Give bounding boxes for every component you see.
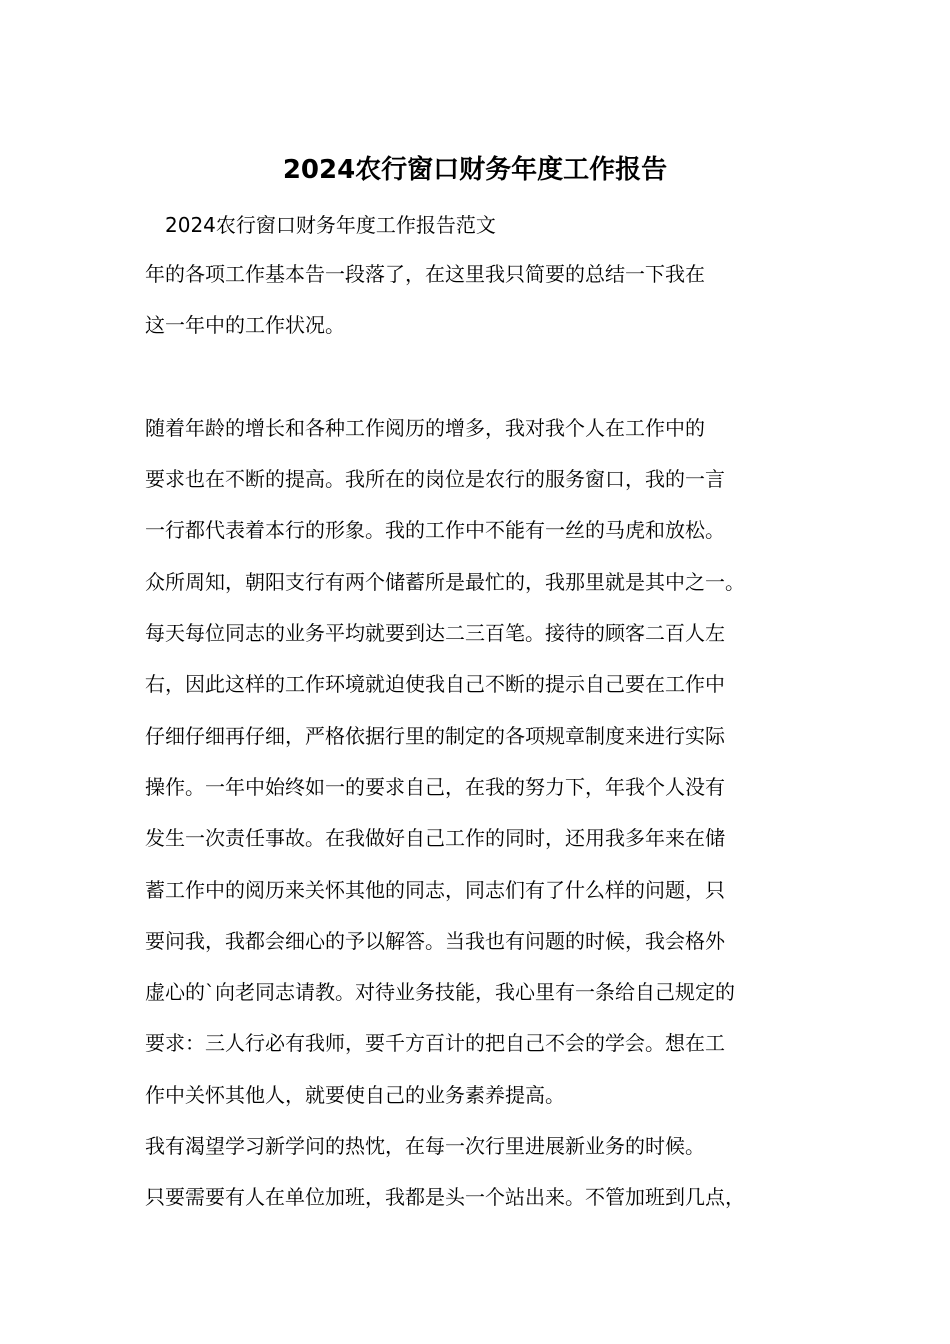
body-line: 随着年龄的增长和各种工作阅历的增多，我对我个人在工作中的 [145,415,705,440]
document-subtitle: 2024农行窗口财务年度工作报告范文 [165,213,496,237]
body-line: 作中关怀其他人，就要使自己的业务素养提高。 [145,1082,565,1107]
body-line: 蓄工作中的阅历来关怀其他的同志，同志们有了什么样的问题，只 [145,877,725,902]
body-line: 发生一次责任事故。在我做好自己工作的同时，还用我多年来在储 [145,826,725,851]
body-line: 仔细仔细再仔细，严格依据行里的制定的各项规章制度来进行实际 [145,723,725,748]
body-line: 要问我，我都会细心的予以解答。当我也有问题的时候，我会格外 [145,928,725,953]
body-line: 一行都代表着本行的形象。我的工作中不能有一丝的马虎和放松。 [145,518,725,543]
body-line: 虚心的`向老同志请教。对待业务技能，我心里有一条给自己规定的 [145,980,735,1005]
body-line: 只要需要有人在单位加班，我都是头一个站出来。不管加班到几点， [145,1185,745,1210]
body-line: 年的各项工作基本告一段落了，在这里我只简要的总结一下我在 [145,262,705,286]
document-body [145,252,835,1227]
body-line: 每天每位同志的业务平均就要到达二三百笔。接待的顾客二百人左 [145,621,725,646]
document-title: 2024农行窗口财务年度工作报告 [282,155,668,185]
body-line: 众所周知，朝阳支行有两个储蓄所是最忙的，我那里就是其中之一。 [145,569,745,594]
body-line: 要求：三人行必有我师，要千方百计的把自己不会的学会。想在工 [145,1031,725,1056]
body-line: 右，因此这样的工作环境就迫使我自己不断的提示自己要在工作中 [145,672,725,697]
body-line: 操作。一年中始终如一的要求自己，在我的努力下，年我个人没有 [145,774,725,799]
body-line: 要求也在不断的提高。我所在的岗位是农行的服务窗口，我的一言 [145,467,725,492]
body-line-blank [145,355,835,406]
body-line: 这一年中的工作状况。 [145,313,345,338]
body-line: 我有渴望学习新学问的热忱，在每一次行里进展新业务的时候。 [145,1134,705,1159]
